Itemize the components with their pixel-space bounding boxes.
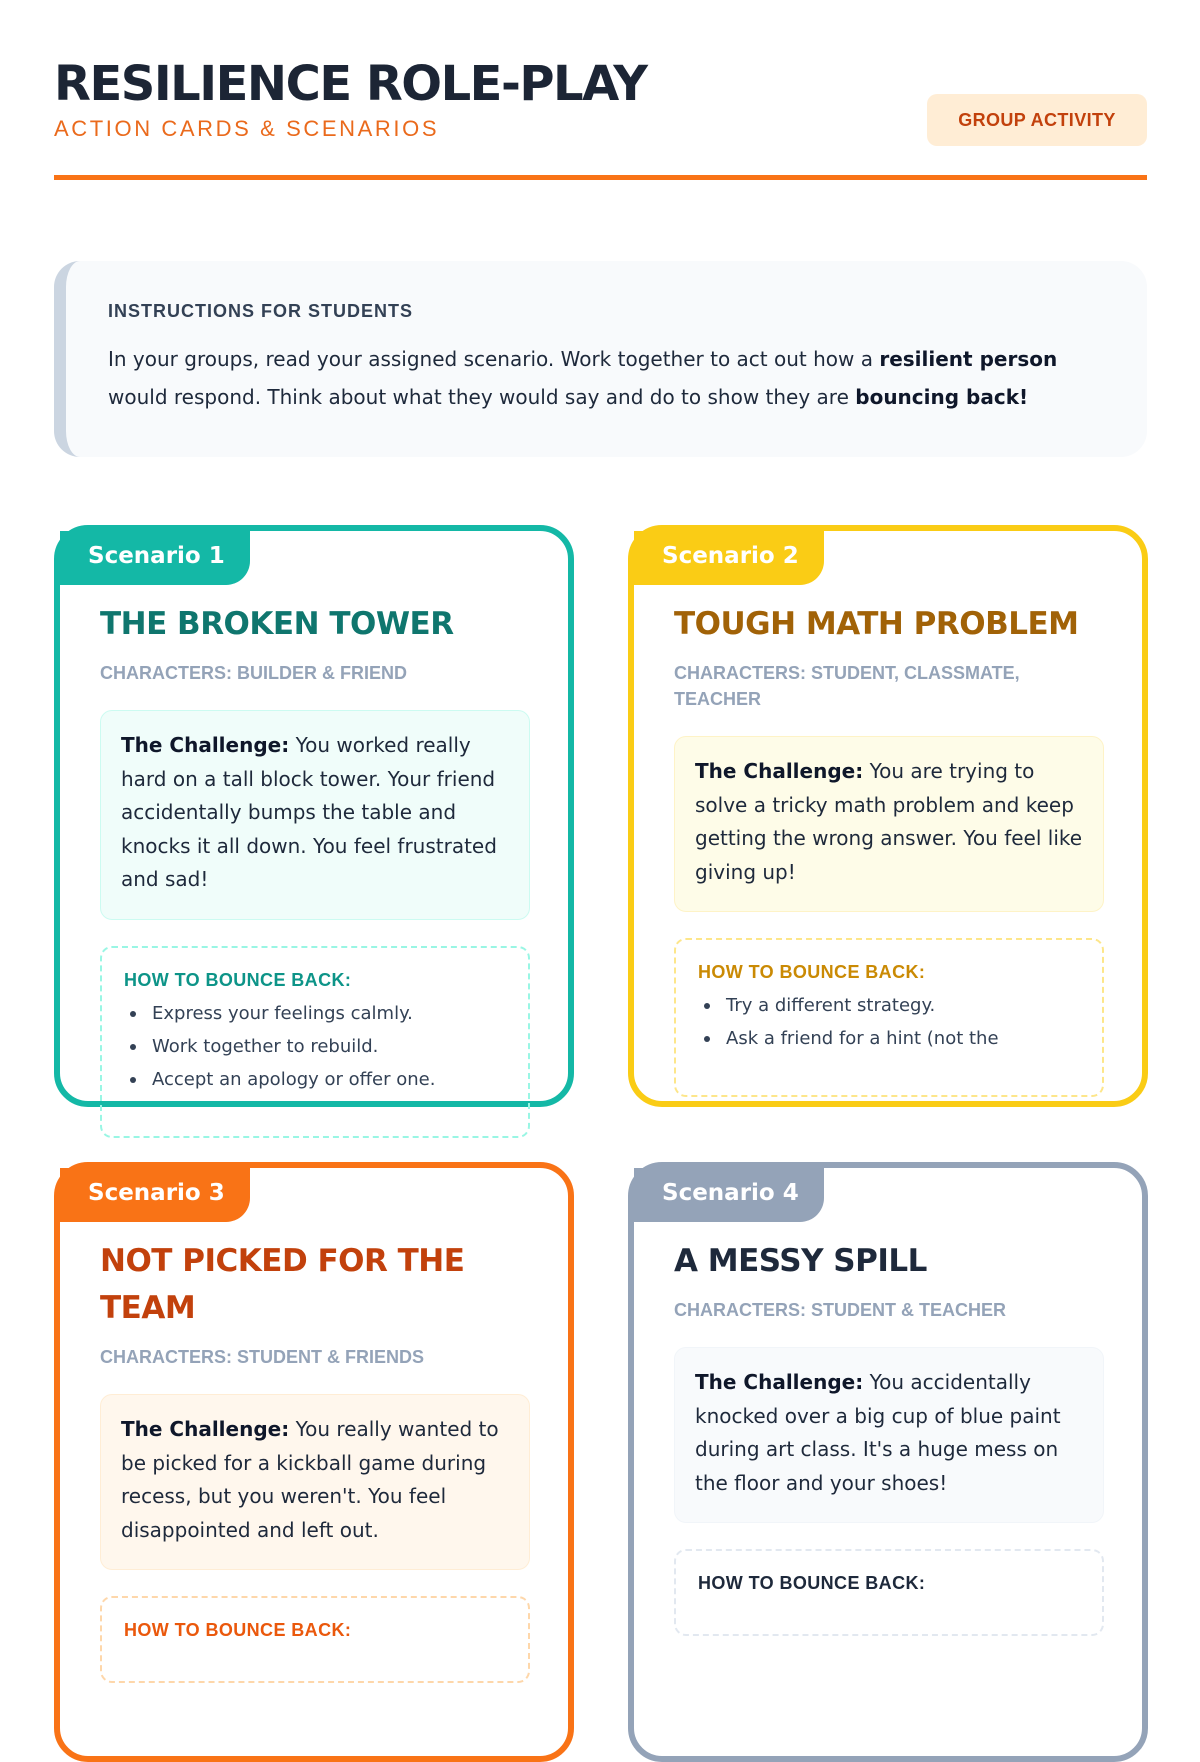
- page-subtitle: ACTION CARDS & SCENARIOS: [54, 116, 440, 141]
- bounce-back-item: Accept an apology or offer one.: [124, 1063, 508, 1096]
- challenge-text: You accidentally knocked over a big cup of blue paint during art class. It's a huge mess on the floor and your shoes!: [695, 1370, 1061, 1495]
- scenario-card: [628, 525, 1148, 1107]
- group-activity-badge: GROUP ACTIVITY: [927, 94, 1147, 146]
- scenario-characters: CHARACTERS: STUDENT, CLASSMATE, TEACHER: [674, 663, 1020, 709]
- bounce-back-list: [698, 989, 1082, 1055]
- instructions-emphasis: resilient person: [879, 347, 1058, 371]
- instructions-title: INSTRUCTIONS FOR STUDENTS: [108, 301, 414, 321]
- bounce-back-item: Work together to rebuild.: [124, 1030, 508, 1063]
- bounce-back-item: Try a different strategy.: [698, 989, 1082, 1022]
- instructions-emphasis: bouncing back!: [855, 385, 1029, 409]
- scenario-tab: Scenario 3: [60, 1168, 250, 1222]
- scenario-tab: Scenario 2: [634, 531, 824, 585]
- instructions-text: [108, 340, 1088, 416]
- bounce-back-item: Ask a friend for a hint (not the: [698, 1022, 1082, 1055]
- challenge-label: The Challenge:: [695, 759, 864, 783]
- bounce-back-box: [100, 1596, 530, 1683]
- header-divider: [54, 175, 1147, 180]
- scenario-card: [54, 525, 574, 1107]
- challenge-box: [674, 1347, 1104, 1523]
- instructions-text-part: would respond. Think about what they would say and do to show they are: [108, 385, 856, 409]
- challenge-label: The Challenge:: [121, 733, 290, 757]
- scenario-title: THE BROKEN TOWER: [100, 606, 454, 642]
- scenario-tab: Scenario 4: [634, 1168, 824, 1222]
- scenario-card: [628, 1162, 1148, 1762]
- challenge-box: [674, 736, 1104, 912]
- scenario-card: [54, 1162, 574, 1762]
- bounce-back-item: Express your feelings calmly.: [124, 997, 508, 1030]
- bounce-back-title: HOW TO BOUNCE BACK:: [698, 1573, 926, 1593]
- scenario-characters: CHARACTERS: BUILDER & FRIEND: [100, 663, 407, 683]
- scenario-tab: Scenario 1: [60, 531, 250, 585]
- challenge-box: [100, 710, 530, 920]
- scenario-title: NOT PICKED FOR THE TEAM: [100, 1243, 465, 1326]
- page-title: RESILIENCE ROLE-PLAY: [54, 56, 647, 112]
- scenario-title: TOUGH MATH PROBLEM: [674, 606, 1079, 642]
- challenge-text: You really wanted to be picked for a kickball game during recess, but you weren't. You feel disappointed and left out.: [121, 1417, 499, 1542]
- challenge-label: The Challenge:: [121, 1417, 290, 1441]
- challenge-box: [100, 1394, 530, 1570]
- challenge-label: The Challenge:: [695, 1370, 864, 1394]
- page-header: [54, 58, 1147, 142]
- instructions-box: [54, 261, 1147, 457]
- bounce-back-box: [100, 946, 530, 1138]
- bounce-back-title: HOW TO BOUNCE BACK:: [124, 969, 352, 990]
- bounce-back-title: HOW TO BOUNCE BACK:: [124, 1620, 352, 1640]
- scenario-characters: CHARACTERS: STUDENT & FRIENDS: [100, 1347, 424, 1367]
- bounce-back-box: [674, 1549, 1104, 1636]
- scenario-title: A MESSY SPILL: [674, 1243, 927, 1279]
- bounce-back-title: HOW TO BOUNCE BACK:: [698, 962, 926, 982]
- bounce-back-list: [124, 997, 508, 1096]
- challenge-text: You worked really hard on a tall block tower. Your friend accidentally bumps the table and knocks it all down. You feel frustrated and sad!: [121, 733, 497, 891]
- bounce-back-box: [674, 938, 1104, 1097]
- challenge-text: You are trying to solve a tricky math problem and keep getting the wrong answer. You feel like giving up!: [695, 759, 1083, 884]
- instructions-text-part: In your groups, read your assigned scenario. Work together to act out how a: [108, 347, 880, 371]
- scenario-characters: CHARACTERS: STUDENT & TEACHER: [674, 1300, 1006, 1320]
